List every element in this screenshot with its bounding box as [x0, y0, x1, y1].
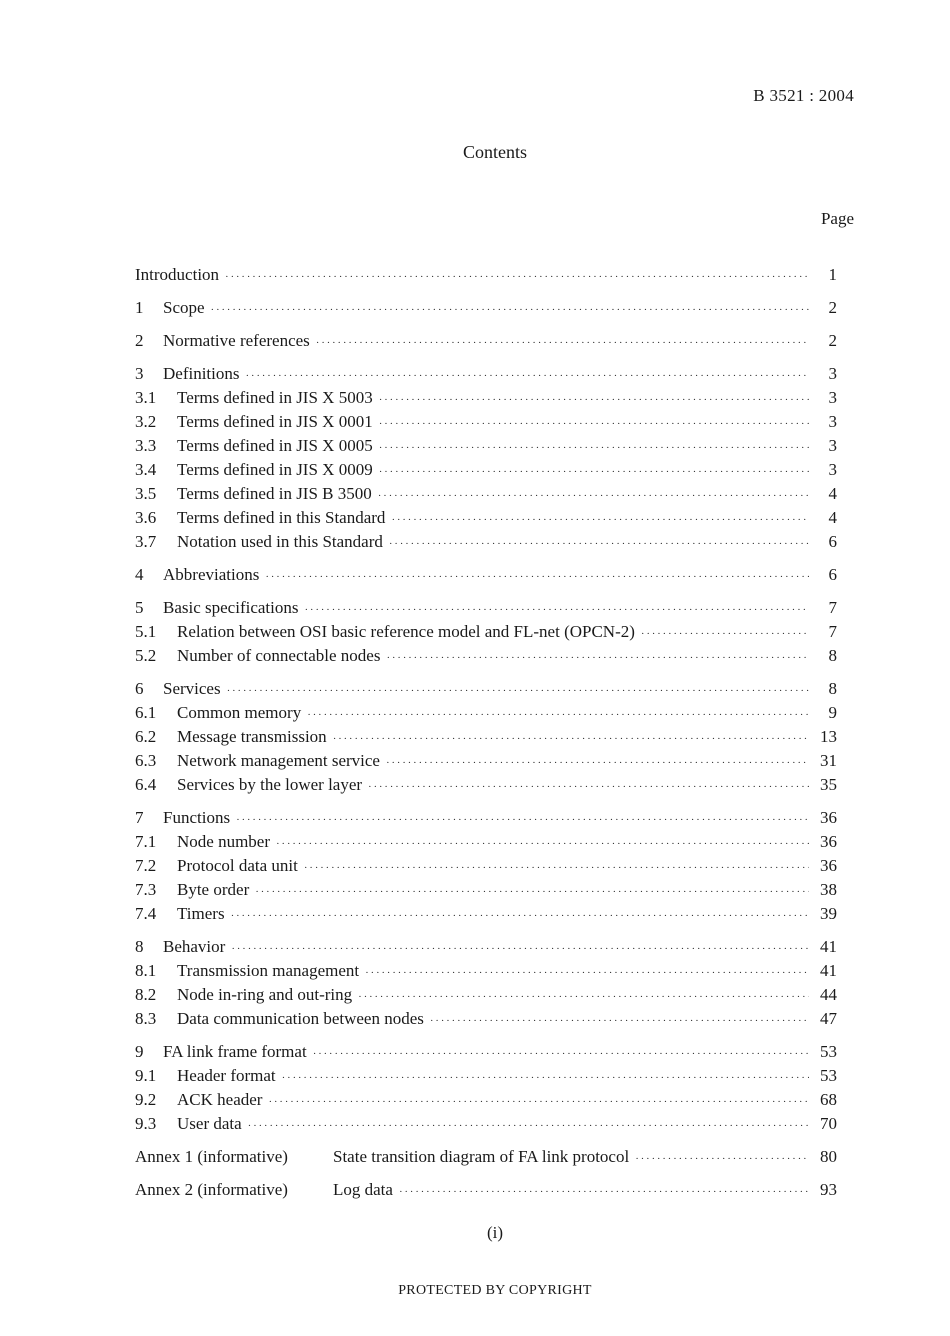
- toc-entry[interactable]: [135, 506, 837, 530]
- toc-entry-title: Scope: [163, 298, 205, 317]
- toc-entry[interactable]: [135, 1064, 837, 1088]
- toc-group: [135, 329, 837, 353]
- dot-leader: [379, 436, 809, 460]
- toc-entry[interactable]: [135, 959, 837, 983]
- toc-entry-number: 3.7: [135, 532, 157, 551]
- toc-entry-page-number: 38: [820, 880, 837, 899]
- toc-entry-page-number: 31: [820, 751, 837, 770]
- toc-entry-page-number: 1: [828, 265, 837, 284]
- toc-entry[interactable]: [135, 410, 837, 434]
- toc-entry-title: Timers: [177, 904, 225, 923]
- dot-leader: [365, 961, 809, 985]
- dot-leader: [379, 460, 809, 484]
- toc-entry-number: 9.3: [135, 1114, 157, 1133]
- toc-entry-page-number: 4: [828, 484, 837, 503]
- toc-entry-page-number: 36: [820, 856, 837, 875]
- toc-group: [135, 362, 837, 554]
- toc-entry-page-number: 7: [828, 598, 837, 617]
- dot-leader: [276, 832, 809, 856]
- dot-leader: [358, 985, 809, 1009]
- dot-leader: [246, 364, 810, 388]
- toc-entry-page-number: 3: [828, 412, 837, 431]
- toc-entry-number: 6.4: [135, 775, 157, 794]
- toc-entry-number: 9.1: [135, 1066, 157, 1085]
- toc-group: [135, 296, 837, 320]
- toc-entry[interactable]: [135, 482, 837, 506]
- toc-entry-title: Functions: [163, 808, 231, 827]
- toc-group: [135, 563, 837, 587]
- toc-entry[interactable]: [135, 773, 837, 797]
- dot-leader: [282, 1066, 809, 1090]
- toc-entry-number: 9.2: [135, 1090, 157, 1109]
- toc-entry[interactable]: [135, 1145, 837, 1169]
- dot-leader: [389, 532, 809, 556]
- toc-entry-number: 3.4: [135, 460, 157, 479]
- toc-entry[interactable]: [135, 878, 837, 902]
- toc-entry-number: 5.2: [135, 646, 157, 665]
- dot-leader: [391, 508, 809, 532]
- dot-leader: [368, 775, 809, 799]
- toc-entry-page-number: 6: [828, 532, 837, 551]
- toc-entry-number: 7.1: [135, 832, 157, 851]
- toc-entry-page-number: 13: [820, 727, 837, 746]
- toc-entry-title: Common memory: [177, 703, 302, 722]
- toc-entry-page-number: 39: [820, 904, 837, 923]
- dot-leader: [379, 412, 809, 436]
- toc-entry-title: Terms defined in JIS X 0001: [177, 412, 373, 431]
- dot-leader: [265, 565, 809, 589]
- toc-entry-title: Terms defined in JIS B 3500: [177, 484, 372, 503]
- toc-entry-number: 6.2: [135, 727, 157, 746]
- toc-entry-page-number: 68: [820, 1090, 837, 1109]
- toc-entry-number: 1: [135, 298, 144, 317]
- dot-leader: [225, 265, 809, 289]
- toc-entry-title: Services by the lower layer: [177, 775, 363, 794]
- toc-group: [135, 1178, 837, 1202]
- toc-entry[interactable]: [135, 386, 837, 410]
- toc-entry-page-number: 6: [828, 565, 837, 584]
- toc-entry-number: 5.1: [135, 622, 157, 641]
- toc-entry[interactable]: [135, 749, 837, 773]
- toc-entry-number: 9: [135, 1042, 144, 1061]
- toc-entry-title: State transition diagram of FA link protocol: [333, 1147, 630, 1166]
- toc-entry-title: Terms defined in JIS X 0005: [177, 436, 373, 455]
- dot-leader: [305, 598, 810, 622]
- toc-entry-page-number: 93: [820, 1180, 837, 1199]
- dot-leader: [248, 1114, 809, 1138]
- toc-group: [135, 935, 837, 1031]
- toc-entry-title: FA link frame format: [163, 1042, 307, 1061]
- toc-entry[interactable]: [135, 644, 837, 668]
- toc-entry-title: Introduction: [135, 265, 220, 284]
- toc-entry-title: Services: [163, 679, 221, 698]
- toc-entry[interactable]: [135, 1040, 837, 1064]
- toc-group: [135, 263, 837, 287]
- dot-leader: [399, 1180, 809, 1204]
- toc-entry-title: Terms defined in JIS X 0009: [177, 460, 373, 479]
- toc-entry[interactable]: [135, 902, 837, 926]
- toc-entry-title: Number of connectable nodes: [177, 646, 381, 665]
- toc-entry-title: Header format: [177, 1066, 276, 1085]
- toc-entry-number: Annex 1 (informative): [135, 1147, 288, 1166]
- toc-entry[interactable]: [135, 530, 837, 554]
- dot-leader: [430, 1009, 809, 1033]
- toc-group: [135, 806, 837, 926]
- contents-title: Contents: [462, 142, 527, 162]
- toc-entry[interactable]: [135, 677, 837, 701]
- toc-entry-title: Basic specifications: [163, 598, 299, 617]
- toc-entry-title: Transmission management: [177, 961, 360, 980]
- toc-entry-page-number: 47: [820, 1009, 837, 1028]
- toc-entry-page-number: 36: [820, 808, 837, 827]
- dot-leader: [227, 679, 809, 703]
- toc-entry-page-number: 36: [820, 832, 837, 851]
- toc-entry-number: 8: [135, 937, 144, 956]
- toc-entry-page-number: 4: [828, 508, 837, 527]
- toc-entry[interactable]: [135, 935, 837, 959]
- toc-entry-title: Protocol data unit: [177, 856, 298, 875]
- toc-entry[interactable]: [135, 263, 837, 287]
- toc-entry-number: 7: [135, 808, 144, 827]
- toc-entry-page-number: 8: [828, 646, 837, 665]
- toc-entry[interactable]: [135, 1088, 837, 1112]
- toc-entry-title: Log data: [333, 1180, 393, 1199]
- toc-entry-page-number: 3: [828, 436, 837, 455]
- dot-leader: [307, 703, 809, 727]
- toc-entry-number: 6.1: [135, 703, 157, 722]
- toc-entry-number: 3.5: [135, 484, 157, 503]
- page-folio: (i): [486, 1223, 504, 1242]
- page-column-heading: Page: [820, 209, 854, 228]
- toc-entry-number: 3.6: [135, 508, 157, 527]
- toc-entry-page-number: 8: [828, 679, 837, 698]
- dot-leader: [304, 856, 809, 880]
- toc-entry-title: Message transmission: [177, 727, 327, 746]
- dot-leader: [313, 1042, 809, 1066]
- toc-entry-title: Terms defined in this Standard: [177, 508, 386, 527]
- toc-entry-number: 3.1: [135, 388, 157, 407]
- toc-entry-title: Notation used in this Standard: [177, 532, 383, 551]
- toc-entry-number: 3.2: [135, 412, 157, 431]
- dot-leader: [379, 388, 809, 412]
- toc-entry-title: ACK header: [177, 1090, 263, 1109]
- toc-group: [135, 596, 837, 668]
- toc-entry-page-number: 41: [820, 961, 837, 980]
- toc-entry-page-number: 44: [820, 985, 837, 1004]
- toc-entry[interactable]: [135, 1112, 837, 1136]
- dot-leader: [316, 331, 809, 355]
- toc-entry[interactable]: [135, 854, 837, 878]
- toc-entry-page-number: 41: [820, 937, 837, 956]
- table-of-contents: [135, 263, 837, 1211]
- toc-entry-page-number: 3: [828, 388, 837, 407]
- toc-entry-number: 6.3: [135, 751, 157, 770]
- dot-leader: [378, 484, 809, 508]
- toc-entry-number: 7.2: [135, 856, 157, 875]
- toc-entry-title: Abbreviations: [163, 565, 260, 584]
- toc-entry-page-number: 9: [828, 703, 837, 722]
- dot-leader: [635, 1147, 809, 1171]
- dot-leader: [255, 880, 809, 904]
- toc-entry-title: Data communication between nodes: [177, 1009, 424, 1028]
- toc-entry-number: Annex 2 (informative): [135, 1180, 288, 1199]
- toc-entry-number: 8.2: [135, 985, 157, 1004]
- dot-leader: [641, 622, 809, 646]
- toc-entry-title: Byte order: [177, 880, 250, 899]
- dot-leader: [386, 646, 809, 670]
- toc-entry-title: Network management service: [177, 751, 380, 770]
- toc-entry-title: User data: [177, 1114, 242, 1133]
- toc-entry-number: 8.3: [135, 1009, 157, 1028]
- toc-entry-page-number: 7: [828, 622, 837, 641]
- toc-entry-number: 2: [135, 331, 144, 350]
- toc-entry-title: Definitions: [163, 364, 240, 383]
- toc-entry-page-number: 2: [828, 331, 837, 350]
- toc-entry[interactable]: [135, 806, 837, 830]
- toc-entry[interactable]: [135, 1007, 837, 1031]
- toc-entry-page-number: 35: [820, 775, 837, 794]
- toc-entry[interactable]: [135, 830, 837, 854]
- toc-entry-number: 5: [135, 598, 144, 617]
- dot-leader: [211, 298, 809, 322]
- toc-entry-number: 4: [135, 565, 144, 584]
- dot-leader: [231, 904, 809, 928]
- toc-entry-title: Terms defined in JIS X 5003: [177, 388, 373, 407]
- dot-leader: [386, 751, 809, 775]
- toc-entry-page-number: 53: [820, 1066, 837, 1085]
- copyright-footer: PROTECTED BY COPYRIGHT: [398, 1283, 592, 1298]
- toc-group: [135, 1145, 837, 1169]
- dot-leader: [236, 808, 809, 832]
- toc-entry-page-number: 3: [828, 460, 837, 479]
- toc-group: [135, 1040, 837, 1136]
- toc-entry[interactable]: [135, 620, 837, 644]
- dot-leader: [268, 1090, 809, 1114]
- toc-entry-number: 3.3: [135, 436, 157, 455]
- toc-entry[interactable]: [135, 362, 837, 386]
- toc-entry-number: 6: [135, 679, 144, 698]
- dot-leader: [333, 727, 809, 751]
- toc-entry[interactable]: [135, 596, 837, 620]
- toc-entry-page-number: 53: [820, 1042, 837, 1061]
- toc-entry[interactable]: [135, 296, 837, 320]
- toc-entry[interactable]: [135, 983, 837, 1007]
- toc-entry-number: 7.4: [135, 904, 157, 923]
- toc-entry-number: 8.1: [135, 961, 157, 980]
- toc-entry[interactable]: [135, 329, 837, 353]
- toc-entry[interactable]: [135, 434, 837, 458]
- dot-leader: [231, 937, 809, 961]
- toc-entry-page-number: 2: [828, 298, 837, 317]
- toc-entry-page-number: 70: [820, 1114, 837, 1133]
- toc-entry-number: 3: [135, 364, 144, 383]
- toc-entry-title: Behavior: [163, 937, 226, 956]
- toc-group: [135, 677, 837, 797]
- toc-entry-title: Node number: [177, 832, 271, 851]
- toc-entry-page-number: 3: [828, 364, 837, 383]
- standard-id: B 3521 : 2004: [753, 86, 854, 105]
- toc-entry[interactable]: [135, 1178, 837, 1202]
- toc-entry[interactable]: [135, 725, 837, 749]
- toc-entry-title: Node in-ring and out-ring: [177, 985, 353, 1004]
- toc-entry[interactable]: [135, 563, 837, 587]
- toc-entry[interactable]: [135, 701, 837, 725]
- toc-entry-title: Normative references: [163, 331, 310, 350]
- toc-entry-title: Relation between OSI basic reference model and FL-net (OPCN-2): [177, 622, 635, 641]
- toc-entry-page-number: 80: [820, 1147, 837, 1166]
- toc-entry-number: 7.3: [135, 880, 157, 899]
- toc-entry[interactable]: [135, 458, 837, 482]
